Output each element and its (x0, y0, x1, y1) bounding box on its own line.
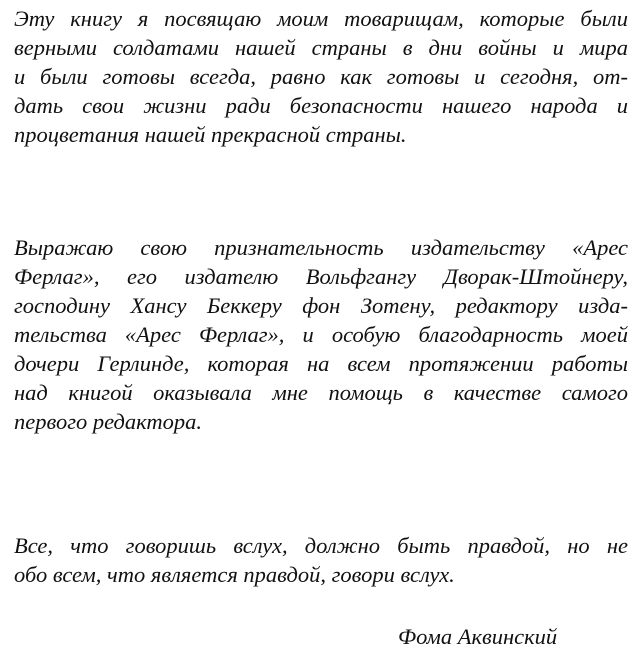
acknowledgment-line: Ферлаг», его издателю Вольфгангу Дворак-Штойнеру, (14, 264, 628, 289)
epigraph-line: обо всем, что является правдой, говори вслух. (14, 562, 455, 587)
epigraph-quote (14, 531, 628, 589)
acknowledgment-line: господину Хансу Беккеру фон Зотену, редактору изда- (14, 293, 628, 318)
acknowledgment-line: Выражаю свою признательность издательству «Арес (14, 235, 628, 260)
dedication-line: Эту книгу я посвящаю моим товарищам, которые были (14, 6, 628, 31)
epigraph-author: Фома Аквинский (398, 624, 558, 649)
dedication-line: дать свои жизни ради безопасности нашего народа и (14, 93, 628, 118)
epigraph-line: Все, что говоришь вслух, должно быть правдой, но не (14, 533, 628, 558)
acknowledgment-line: над книгой оказывала мне помощь в качестве самого (14, 380, 628, 405)
dedication-line: верными солдатами нашей страны в дни войны и мира (14, 35, 628, 60)
acknowledgment-paragraph (14, 233, 628, 436)
acknowledgment-line: первого редактора. (14, 409, 203, 434)
acknowledgment-line: тельства «Арес Ферлаг», и особую благодарность моей (14, 322, 628, 347)
acknowledgment-line: дочери Герлинде, которая на всем протяжении работы (14, 351, 628, 376)
dedication-paragraph (14, 4, 628, 149)
dedication-line: процветания нашей прекрасной страны. (14, 122, 407, 147)
dedication-line: и были готовы всегда, равно как готовы и сегодня, от- (14, 64, 628, 89)
